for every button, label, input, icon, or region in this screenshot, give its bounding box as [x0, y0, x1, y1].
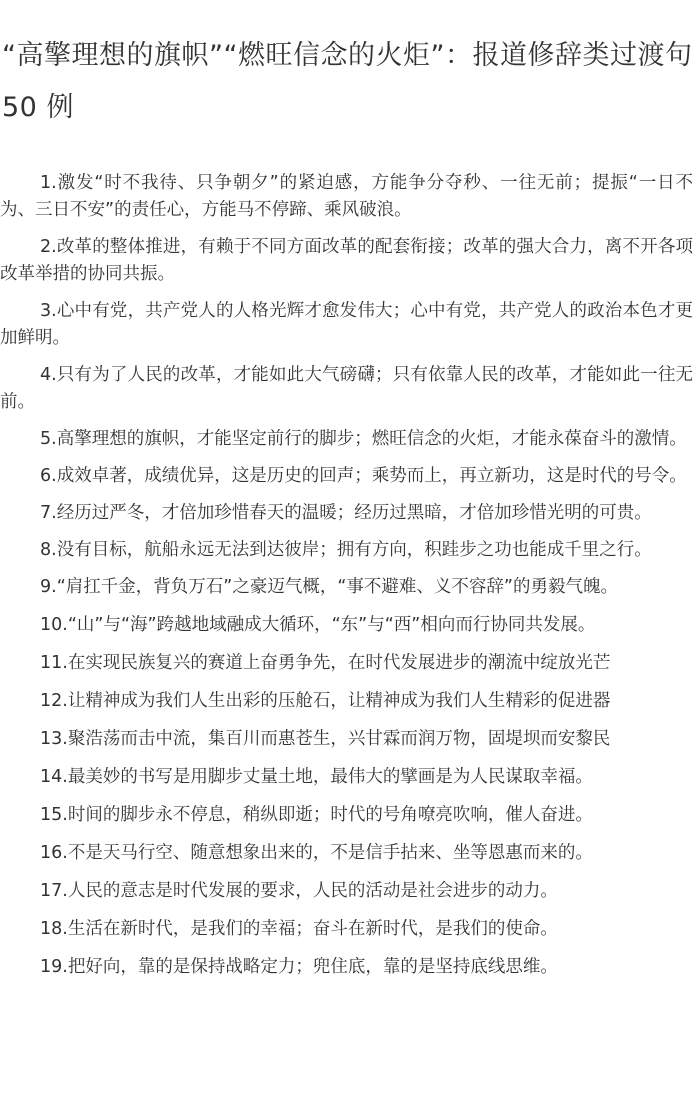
- paragraph-18: 18.生活在新时代，是我们的幸福；奋斗在新时代，是我们的使命。: [40, 919, 558, 939]
- paragraph-3: 3.心中有党，共产党人的人格光辉才愈发伟大；心中有党，共产党人的政治本色才更加鲜明。: [0, 301, 693, 348]
- article-body: [0, 170, 693, 981]
- paragraph-2: 2.改革的整体推进，有赖于不同方面改革的配套衔接；改革的强大合力，离不开各项改革举措的协同共振。: [0, 237, 693, 284]
- paragraph-19: 19.把好向，靠的是保持战略定力；兜住底，靠的是坚持底线思维。: [40, 957, 558, 977]
- paragraph-17: 17.人民的意志是时代发展的要求，人民的活动是社会进步的动力。: [40, 881, 558, 901]
- paragraph-12: 12.让精神成为我们人生出彩的压舱石，让精神成为我们人生精彩的促进器: [40, 691, 611, 711]
- paragraph-16: 16.不是天马行空、随意想象出来的，不是信手拈来、坐等恩惠而来的。: [40, 843, 593, 863]
- paragraph-8: 8.没有目标，航船永远无法到达彼岸；拥有方向，积跬步之功也能成千里之行。: [40, 540, 652, 560]
- paragraph-14: 14.最美妙的书写是用脚步丈量土地，最伟大的擘画是为人民谋取幸福。: [40, 767, 593, 787]
- paragraph-7: 7.经历过严冬，才倍加珍惜春天的温暖；经历过黑暗，才倍加珍惜光明的可贵。: [40, 503, 652, 523]
- paragraph-13: 13.聚浩荡而击中流，集百川而惠苍生，兴甘霖而润万物，固堤坝而安黎民: [40, 729, 611, 749]
- paragraph-6: 6.成效卓著，成绩优异，这是历史的回声；乘势而上，再立新功，这是时代的号令。: [40, 466, 687, 486]
- article-title: “高擎理想的旗帜”“燃旺信念的火炬”：报道修辞类过渡句 50 例: [2, 40, 693, 123]
- paragraph-15: 15.时间的脚步永不停息，稍纵即逝；时代的号角嘹亮吹响，催人奋进。: [40, 805, 593, 825]
- paragraph-5: 5.高擎理想的旗帜，才能坚定前行的脚步；燃旺信念的火炬，才能永葆奋斗的激情。: [40, 429, 687, 449]
- paragraph-11: 11.在实现民族复兴的赛道上奋勇争先，在时代发展进步的潮流中绽放光芒: [40, 653, 611, 673]
- paragraph-10: 10.“山”与“海”跨越地域融成大循环，“东”与“西”相向而行协同共发展。: [40, 615, 596, 635]
- paragraph-4: 4.只有为了人民的改革，才能如此大气磅礴；只有依靠人民的改革，才能如此一往无前。: [0, 365, 693, 412]
- paragraph-1: 1.激发“时不我待、只争朝夕”的紧迫感，方能争分夺秒、一往无前；提振“一日不为、三日不安”的责任心，方能马不停蹄、乘风破浪。: [0, 173, 693, 220]
- paragraph-9: 9.“肩扛千金，背负万石”之豪迈气概，“事不避难、义不容辞”的勇毅气魄。: [40, 577, 618, 597]
